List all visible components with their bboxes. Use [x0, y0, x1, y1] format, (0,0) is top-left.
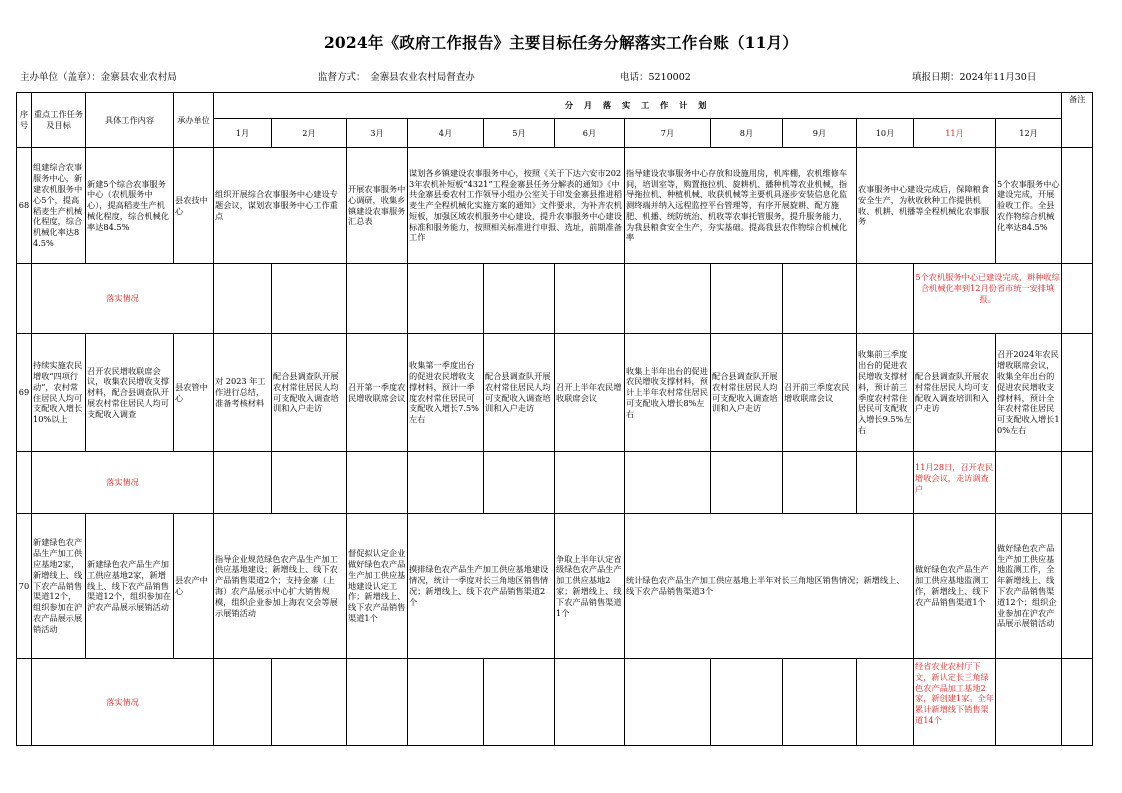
implementation-note: 经省农业农村厅下文，新认定长三角绿色农产品加工基地2家，新创建1家。全年累计新增线下销售渠道14个 — [914, 659, 996, 746]
plan-cell: 开展农事服务中心调研，收集乡镇建设农事服务汇总表 — [347, 148, 408, 264]
plan-cell: 做好绿色农产品生产加工供应基地监测工作，全年新增线上、线下农产品销售渠道12个；组织企业参加在沪农产品展示展销活动 — [996, 514, 1062, 659]
plan-cell: 5个农事服务中心建设完成，开展验收工作。全县农作物综合机械化率达84.5% — [996, 148, 1062, 264]
row-content: 召开农民增收联席会议，收集农民增收支撑材料，配合县调查队开展农村常住居民人均可支配收入调查 — [86, 334, 174, 452]
header-plan: 分 月 落 实 工 作 计 划 — [214, 93, 1062, 119]
row-goal: 新建绿色农产品生产加工供应基地2家，新增线上、线下农产品销售渠道12个，组织参加在沪农产品展示展销活动 — [32, 514, 86, 659]
table-row — [17, 452, 1093, 514]
header-goal: 重点工作任务及目标 — [32, 93, 86, 148]
implementation-label: 落实情况 — [32, 264, 214, 334]
phone-label: 电话：5210002 — [620, 72, 691, 83]
row-seq: 68 — [17, 148, 32, 264]
month-header: 8月 — [711, 119, 783, 148]
plan-cell: 争取上半年认定省级绿色农产品生产加工供应基地2家；新增线上、线下农产品销售渠道1个 — [555, 514, 625, 659]
plan-cell: 收集第一季度出台的促进农民增收支撑材料，预计一季度农村常住居民可支配收入增长7.5%左右 — [408, 334, 484, 452]
table-row — [17, 148, 1093, 264]
plan-cell: 配合县调查队开展农村常住居民人均可支配收入调查培训和入户走访 — [272, 334, 347, 452]
row-seq: 69 — [17, 334, 32, 452]
month-header-current: 11月 — [914, 119, 996, 148]
implementation-note: 11月28日，召开农民增收会议，走访调查户 — [914, 452, 996, 514]
month-header: 10月 — [857, 119, 914, 148]
remark-cell — [1062, 514, 1093, 659]
month-header: 6月 — [555, 119, 625, 148]
report-date-label: 填报日期：2024年11月30日 — [912, 72, 1037, 83]
row-seq: 70 — [17, 514, 32, 659]
plan-cell: 收集前三季度出台的促进农民增收支撑材料，预计前三季度农村常住居民可支配收入增长9.5%左右 — [857, 334, 914, 452]
row-content: 新建绿色农产品生产加工供应基地2家，新增线上、线下农产品销售渠道12个，组织参加在沪农产品展示展销活动 — [86, 514, 174, 659]
plan-cell: 召开第一季度农民增收联席会议 — [347, 334, 408, 452]
row-content: 新建5个综合农事服务中心（农机服务中心），提高稻麦生产机械化程度，综合机械化率达84.5% — [86, 148, 174, 264]
plan-cell: 做好绿色农产品生产加工供应基地监测工作，新增线上、线下农产品销售渠道1个 — [914, 514, 996, 659]
row-unit: 县农管中心 — [174, 334, 214, 452]
month-header: 12月 — [996, 119, 1062, 148]
month-header: 2月 — [272, 119, 347, 148]
month-header: 9月 — [783, 119, 857, 148]
page-title: 2024年《政府工作报告》主要目标任务分解落实工作台账（11月） — [323, 33, 799, 52]
plan-cell: 召开上半年农民增收联席会议 — [555, 334, 625, 452]
plan-cell: 配合县调查队开展农村常住居民人均可支配收入调查培训和入户走访 — [914, 334, 996, 452]
row-goal: 组建综合农事服务中心，新建农机服务中心5个，提高稻麦生产机械化程度，综合机械化率达84.5% — [32, 148, 86, 264]
plan-cell: 农事服务中心建设完成后，保障粮食安全生产，为秋收秋种工作提供机收、机耕、机播等全程机械化农事服务 — [857, 148, 996, 264]
implementation-label: 落实情况 — [32, 452, 214, 514]
header-seq: 序号 — [17, 93, 32, 148]
plan-cell: 指导企业规范绿色农产品生产加工供应基地建设；新增线上、线下农产品销售渠道2个；支持金寨（上海）农产品展示中心扩大销售规模，组织企业参加上海农交会等展示展销活动 — [214, 514, 347, 659]
header-content: 具体工作内容 — [86, 93, 174, 148]
plan-cell: 组织开展综合农事服务中心建设专题会议，谋划农事服务中心工作重点 — [214, 148, 347, 264]
row-unit: 县农技中心 — [174, 148, 214, 264]
table-row — [17, 659, 1093, 746]
plan-cell: 召开前三季度农民增收联席会议 — [783, 334, 857, 452]
header-unit: 承办单位 — [174, 93, 214, 148]
implementation-label: 落实情况 — [32, 659, 214, 746]
plan-cell: 指导建设农事服务中心存放和设施用房，机库棚，农机维修车间，培训室等，购置拖拉机、旋耕机、播种机等农业机械，指导拖拉机、种植机械、收获机械等主要机具逐步安装信息化监测终端并纳入远程监控平台管理等，有序开展旋耕、配方施肥、机播、统防统治、机收等农事托管服务，提升服务能力，为我县粮食安全生产，夯实基础。提高我县农作物综合机械化率 — [625, 148, 857, 264]
plan-cell: 配合县调查队开展农村常住居民人均可支配收入调查培训和入户走访 — [711, 334, 783, 452]
plan-cell: 召开2024年农民增收联席会议，收集全年出台的促进农民增收支撑材料，预计全年农村常住居民可支配收入增长10%左右 — [996, 334, 1062, 452]
month-header: 3月 — [347, 119, 408, 148]
month-header: 1月 — [214, 119, 272, 148]
plan-cell: 收集上半年出台的促进农民增收支撑材料，预计上半年农村常住居民可支配收入增长8%左右 — [625, 334, 711, 452]
remark-cell — [1062, 334, 1093, 452]
plan-cell: 统计绿色农产品生产加工供应基地上半年对长三角地区销售情况；新增线上、线下农产品销售渠道3个 — [625, 514, 914, 659]
row-unit: 县农产中心 — [174, 514, 214, 659]
plan-cell: 督促拟认定企业做好绿色农产品生产加工供应基地建设认定工作；新增线上、线下农产品销售渠道1个 — [347, 514, 408, 659]
plan-cell: 对 2023 年工作进行总结，准备考核材料 — [214, 334, 272, 452]
organizer-label: 主办单位（盖章）：金寨县农业农村局 — [20, 72, 177, 83]
table-row — [17, 334, 1093, 452]
table-row — [17, 264, 1093, 334]
plan-cell: 配合县调查队开展农村常住居民人均可支配收入调查培训和入户走访 — [484, 334, 555, 452]
remark-cell — [1062, 148, 1093, 264]
month-header: 4月 — [408, 119, 484, 148]
table-row — [17, 514, 1093, 659]
header-remark: 备注 — [1062, 93, 1093, 148]
ledger-table — [16, 92, 1093, 746]
month-header: 7月 — [625, 119, 711, 148]
supervision-label: 监督方式： 金寨县农业农村局督查办 — [318, 72, 475, 83]
month-header: 5月 — [484, 119, 555, 148]
plan-cell: 摸排绿色农产品生产加工供应基地建设情况，统计一季度对长三角地区销售情况；新增线上、线下农产品销售渠道2个 — [408, 514, 555, 659]
row-goal: 持续实施农民增收“四项行动”，农村常住居民人均可支配收入增长10%以上 — [32, 334, 86, 452]
implementation-note: 5个农机服务中心已建设完成，耕种收综合机械化率到12月份省市统一安排填报。 — [914, 264, 1062, 334]
plan-cell: 谋划各乡镇建设农事服务中心，按照《关于下达六安市2023年农机补短板“4321”工程金寨县任务分解表的通知》《中共金寨县委农村工作领导小组办公室关于印发金寨县推进稻麦生产全程机械化实施方案的通知》文件要求，为补齐农机短板，加强区域农机服务中心建设，提升农事服务中心建设标准和服务能力，按照相关标准进行申报、选址，前期准备工作 — [408, 148, 625, 264]
